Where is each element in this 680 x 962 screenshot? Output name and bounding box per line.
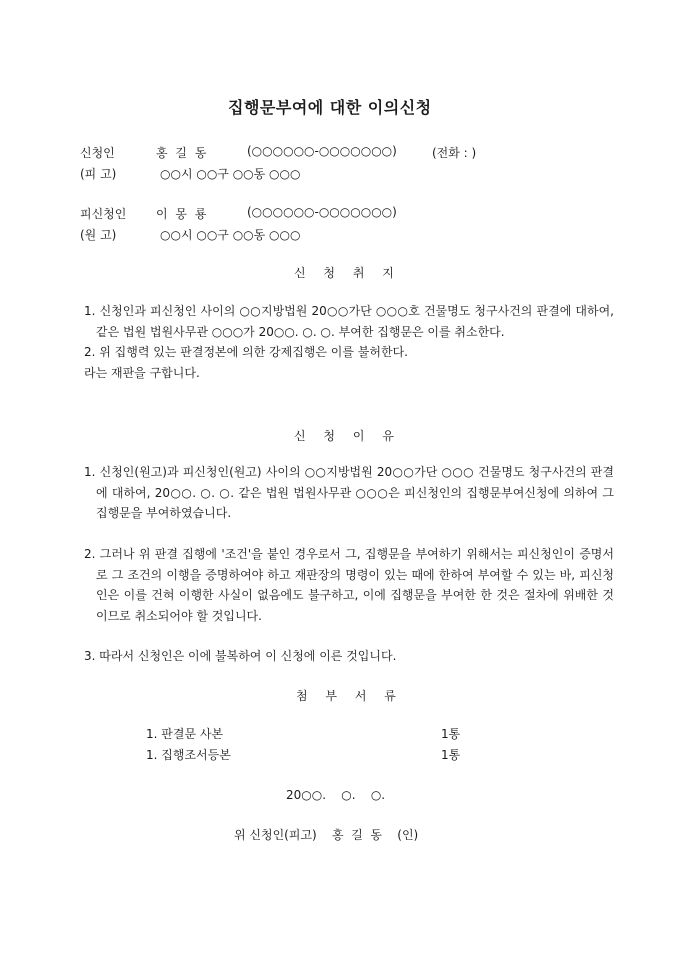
applicant-phone: (전화 : ): [432, 146, 477, 160]
purpose-closing: 라는 재판을 구합니다.: [84, 365, 200, 380]
applicant-status-label: (피 고): [80, 167, 117, 181]
applicant-role-label: 신청인: [80, 146, 115, 160]
respondent-status-label: (원 고): [80, 228, 117, 242]
reasons-heading: 신 청 이 유: [294, 429, 401, 443]
purpose-item: 1. 신청인과 피신청인 사이의 ○○지방법원 20○○가단 ○○○호 건물명도 청구사건의 판결에 대하여, 같은 법원 법원사무관 ○○○가 20○○. ○. ○. 부여한 집행문은 이를 취소한다.: [84, 304, 614, 339]
document-date: 20○○. ○. ○.: [286, 788, 386, 802]
reason-text: 3. 따라서 신청인은 이에 불복하여 이 신청에 이른 것입니다.: [84, 649, 397, 663]
attachment-name: 1. 집행조서등본: [146, 748, 231, 762]
purpose-heading: 신 청 취 지: [294, 266, 401, 280]
applicant-name: 홍 길 동: [156, 146, 207, 160]
reason-text: 2. 그러나 위 판결 집행에 '조건'을 붙인 경우로서 그, 집행문을 부여하기 위해서는 피신청인이 증명서로 그 조건의 이행을 증명하여야 하고 재판장의 명령이 있는 때에 한하여 부여할 수 있는 바, 피신청인은 이를 건혀 이행한 사실이 없음에도 불구하고, 이에 집행문을 부여한 한 것은 절차에 위배한 것이므로 취소되어야 할 것입니다.: [84, 547, 614, 623]
document-title: 집행문부여에 대한 이의신청: [228, 98, 432, 117]
signature-line: 위 신청인(피고) 홍 길 동 (인): [234, 828, 419, 842]
purpose-body: [84, 301, 614, 383]
reason-text: 1. 신청인(원고)과 피신청인(원고) 사이의 ○○지방법원 20○○가단 ○○○ 건물명도 청구사건의 판결에 대하여, 20○○. ○. ○. 같은 법원 법원사무관 ○○○은 피신청인의 집행문부여신청에 의하여 그 집행문을 부여하였습니다.: [84, 465, 614, 520]
reason-item-3: [84, 646, 614, 667]
attachment-name: 1. 판결문 사본: [146, 727, 224, 741]
attachment-count: 1통: [441, 727, 461, 741]
reason-item-2: [84, 544, 614, 626]
attachments-heading: 첨 부 서 류: [296, 689, 403, 703]
respondent-name: 이 몽 룡: [156, 207, 207, 221]
purpose-item: 2. 위 집행력 있는 판결정본에 의한 강제집행은 이를 불허한다.: [84, 345, 408, 359]
applicant-address: ○○시 ○○구 ○○동 ○○○: [160, 167, 301, 181]
respondent-address: ○○시 ○○구 ○○동 ○○○: [160, 228, 301, 242]
attachment-count: 1통: [441, 748, 461, 762]
respondent-id-number: (○○○○○○-○○○○○○○): [247, 205, 397, 219]
respondent-role-label: 피신청인: [80, 207, 127, 221]
applicant-id-number: (○○○○○○-○○○○○○○): [247, 144, 397, 158]
reason-item-1: [84, 462, 614, 524]
